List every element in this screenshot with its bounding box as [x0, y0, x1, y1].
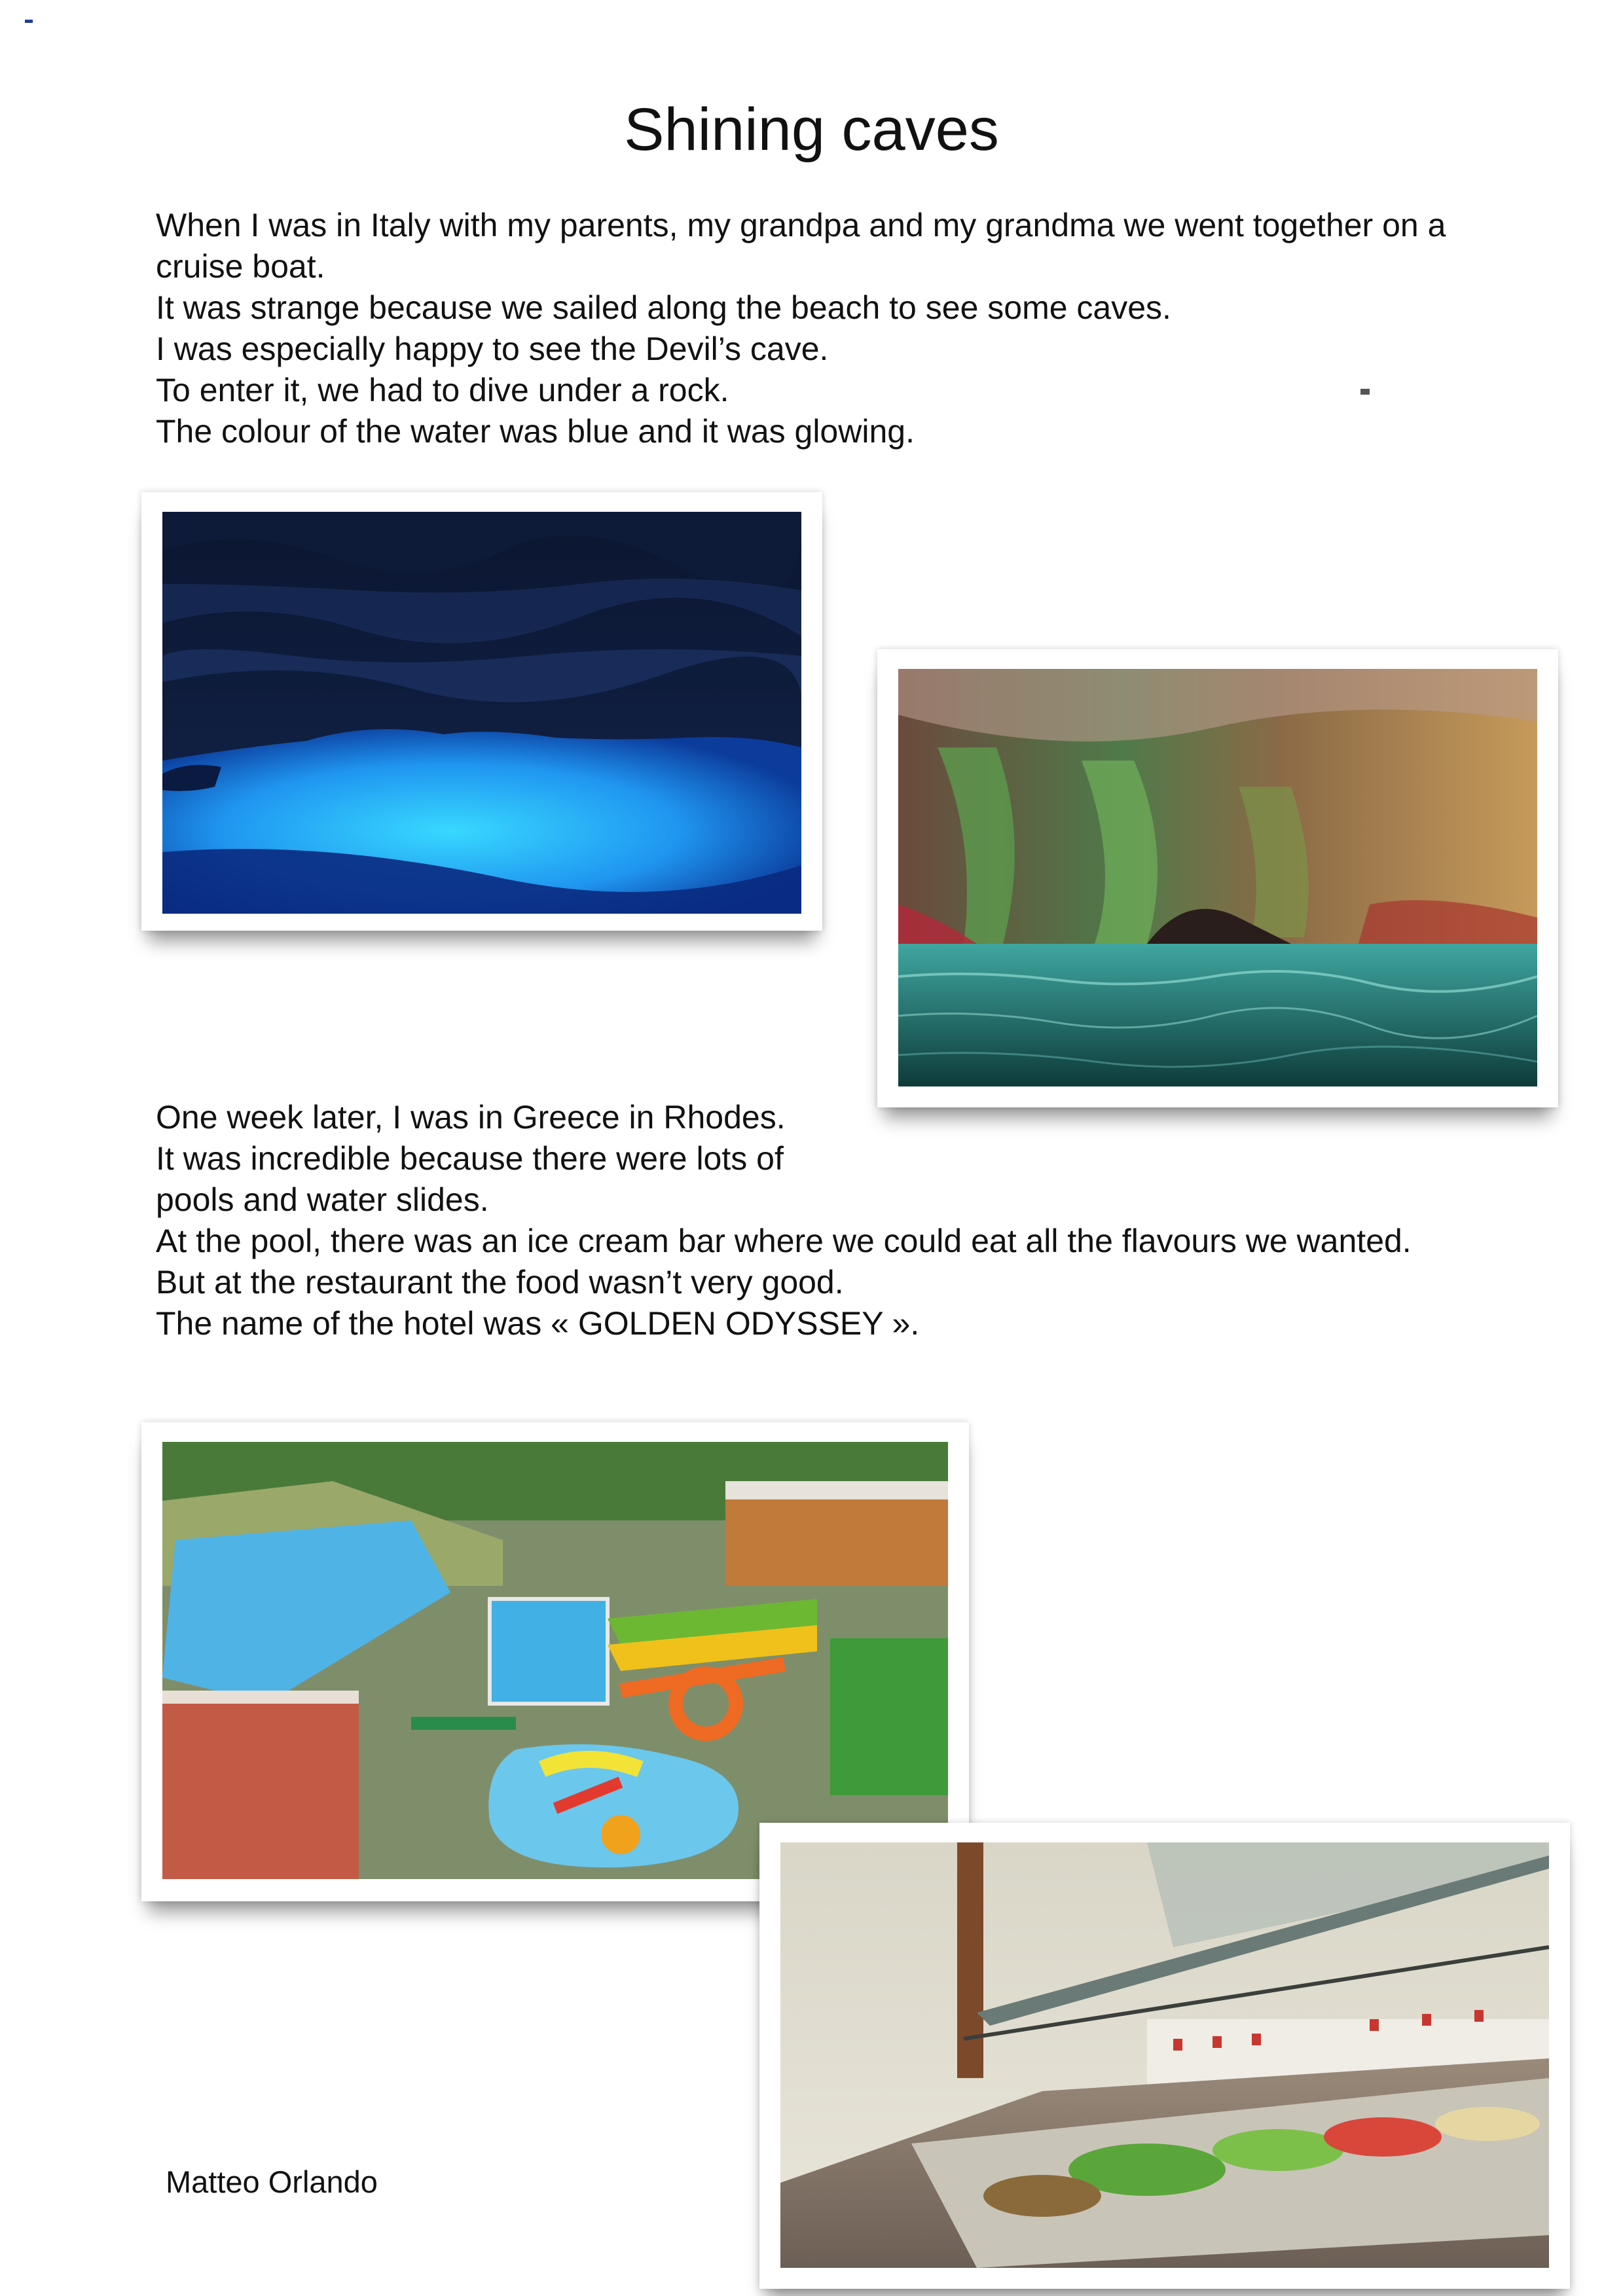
paragraph-italy [156, 205, 1478, 452]
text-line: The name of the hotel was « GOLDEN ODYSSEY ». [156, 1305, 920, 1342]
text-line: But at the restaurant the food wasn’t very good. [156, 1264, 844, 1300]
corner-mark [25, 20, 33, 23]
text-line: It was incredible because there were lots of pools and water slides. [156, 1140, 784, 1218]
text-line: When I was in Italy with my parents, my grandpa and my grandma we went together on a cruise boat. [156, 207, 1446, 285]
paragraph-greece [156, 1097, 1439, 1344]
text-line: To enter it, we had to dive under a rock. [156, 372, 729, 408]
text-line: The colour of the water was blue and it was glowing. [156, 413, 915, 450]
author-name: Matteo Orlando [166, 2164, 378, 2199]
text-line: At the pool, there was an ice cream bar where we could eat all the flavours we wanted. [156, 1223, 1412, 1259]
page-title: Shining caves [624, 96, 999, 163]
text-line: One week later, I was in Greece in Rhodes. [156, 1099, 786, 1136]
text-line: I was especially happy to see the Devil’s cave. [156, 331, 829, 367]
photo-restaurant-buffet [759, 1823, 1570, 2289]
photo-green-cave [877, 649, 1558, 1107]
text-line: It was strange because we sailed along the beach to see some caves. [156, 289, 1171, 326]
photo-blue-cave [141, 492, 822, 931]
